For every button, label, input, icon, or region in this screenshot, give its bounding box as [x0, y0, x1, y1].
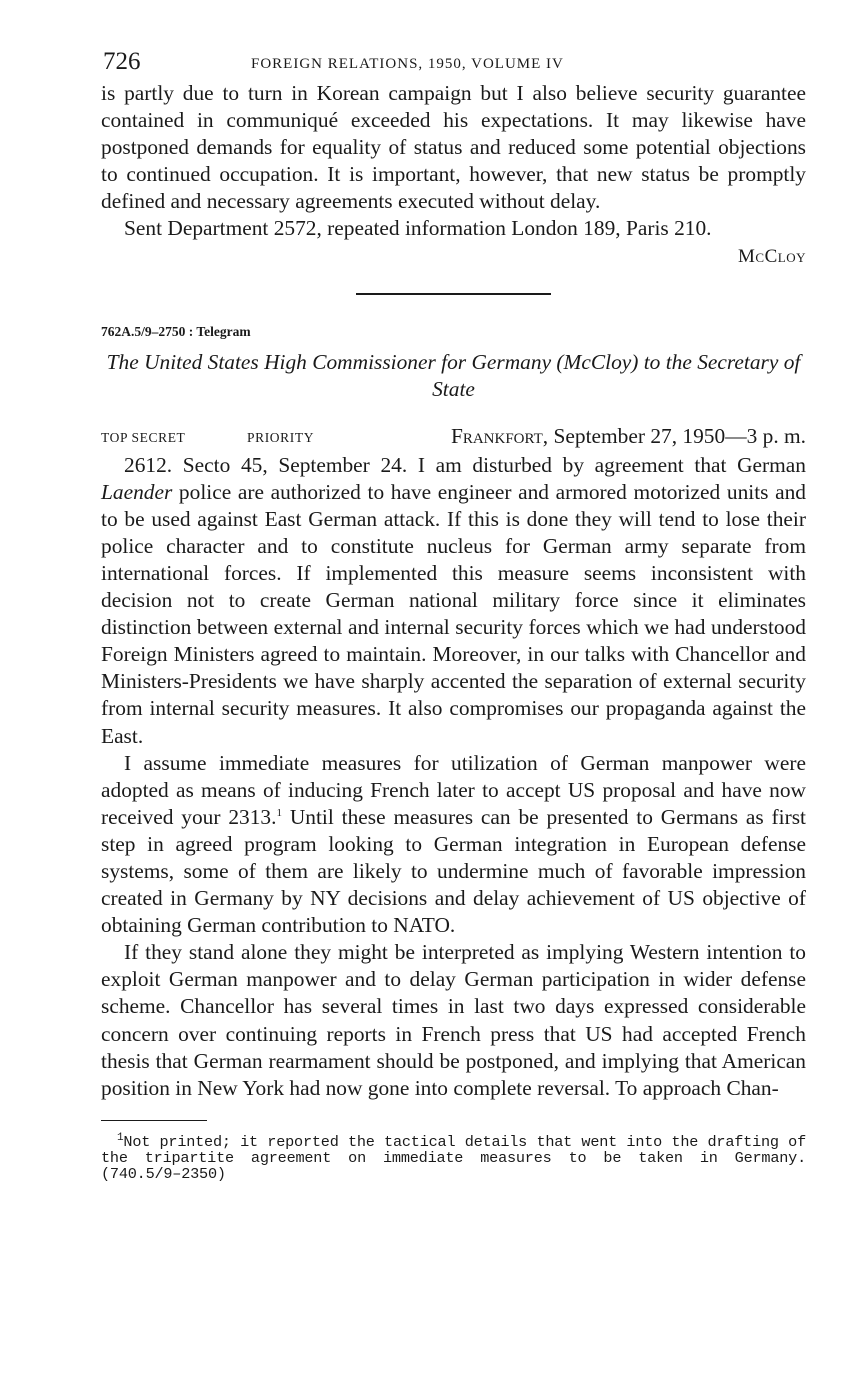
document-title: The United States High Commissioner for Germany (McCloy) to the Secretary of State — [106, 349, 801, 401]
section-divider — [356, 293, 551, 295]
paragraph-2-start: I assume immediate measures for utilization of German manpower were adopted as means of inducing French later to accept US proposal and have now received your 2313. — [101, 750, 806, 829]
paragraph-1 — [101, 452, 806, 750]
signature: McCloy — [738, 245, 806, 267]
paragraph-3: If they stand alone they might be interpreted as implying Western intention to exploit German manpower and to delay German participation in wider defense scheme. Chancellor has several times in last two days expressed considerable concern over continuing reports in French press that US had accepted French thesis that German rearmament should be postponed, and implying that American position in New York had now gone into complete reversal. To approach Chan- — [101, 940, 806, 1100]
footnote-text: Not printed; it reported the tactical details that went into the drafting of the tripartite agreement on immediate measures to be taken in Germany. (740.5/9–2350) — [101, 1132, 806, 1183]
footnote-body — [101, 1131, 806, 1183]
footnote — [101, 1131, 806, 1183]
paragraph-2-end: Until these measures can be presented to Germans as first step in agreed program looking to German integration in European defense systems, some of them are likely to undermine much of favorable impression created in Germany by NY decisions and delay achievement of US objective of obtaining German contribution to NATO. — [101, 804, 807, 938]
dateline — [101, 424, 806, 452]
document-body — [101, 452, 806, 1102]
date: September 27, 1950—3 p. m. — [553, 423, 806, 448]
paragraph-1-end: police are authorized to have engineer and armored motorized units and to be used against East German attack. If this is done they will tend to lose their police character and to constitute nucleus for German army separate from international forces. If implemented this measure seems inconsistent with decision not to create German national military force since it eliminates distinction between external and internal security forces which we had understood Foreign Ministers agreed to maintain. Moreover, in our talks with Chancellor and Ministers-Presidents we have sharply accented the separation of external security from internal security measures. It also compromises our propaganda against the East. — [101, 479, 806, 748]
place-date — [451, 424, 806, 449]
paragraph-1-italic: Laender — [101, 479, 173, 504]
page — [101, 46, 806, 1182]
classification: TOP SECRET — [101, 429, 186, 445]
page-number: 726 — [103, 48, 141, 75]
file-number: 762A.5/9–2750 : Telegram — [101, 323, 251, 339]
footnote-marker: 1 — [117, 1131, 124, 1144]
distribution-line: Sent Department 2572, repeated information London 189, Paris 210. — [124, 216, 712, 241]
footnote-ref[interactable]: 1 — [276, 806, 282, 819]
paragraph-1-start: 2612. Secto 45, September 24. I am disturbed by agreement that German — [124, 452, 806, 477]
page-header — [101, 46, 806, 80]
footnote-divider — [101, 1120, 207, 1121]
place: Frankfort, — [450, 423, 549, 448]
previous-document — [101, 80, 806, 271]
precedence: PRIORITY — [247, 429, 315, 445]
paragraph-2 — [101, 750, 806, 940]
continuation-paragraph: is partly due to turn in Korean campaign but I also believe security guarantee contained in communiqué exceeded his expectations. It may likewise have postponed demands for equality of status and reduced some potential objections to continued occupation. It is important, however, that new status be promptly defined and necessary agreements executed without delay. — [101, 81, 806, 214]
running-head: FOREIGN RELATIONS, 1950, VOLUME IV — [251, 56, 564, 72]
